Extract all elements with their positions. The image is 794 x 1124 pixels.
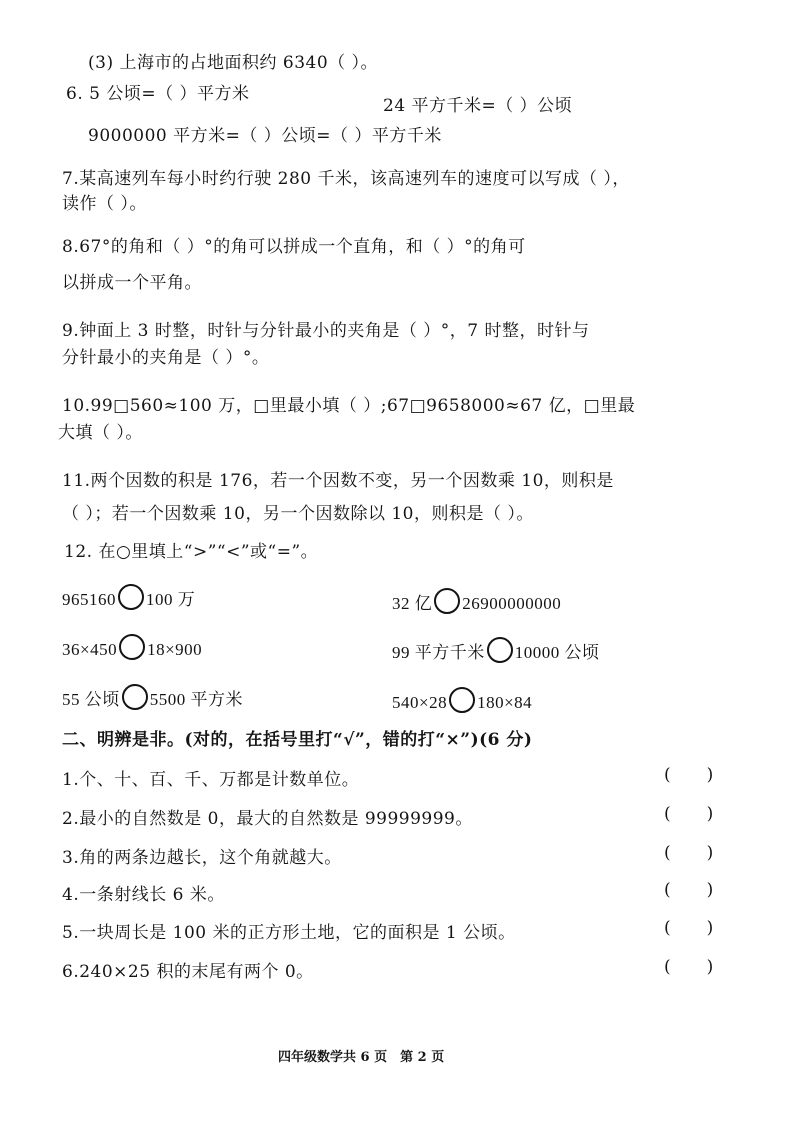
compare-left: 55 公顷 bbox=[62, 690, 120, 709]
compare-right: 10000 公顷 bbox=[514, 643, 600, 662]
compare-left: 32 亿 bbox=[392, 594, 433, 613]
judge-answer-paren[interactable]: () bbox=[664, 918, 750, 938]
judge-item: 3.角的两条边越长，这个角就越大。 bbox=[62, 848, 342, 868]
compare-item bbox=[392, 687, 532, 713]
question-10-line-2: 大填（ ）。 bbox=[58, 423, 143, 443]
answer-circle[interactable] bbox=[434, 588, 460, 614]
question-12-title: 12. 在○里填上“>”“<”或“=”。 bbox=[64, 542, 319, 562]
answer-circle[interactable] bbox=[487, 637, 513, 663]
section-2-title: 二、明辨是非。(对的，在括号里打“√”，错的打“×”)(6 分) bbox=[62, 730, 533, 750]
question-5-3: (3) 上海市的占地面积约 6340（ ）。 bbox=[88, 53, 379, 73]
judge-item: 6.240×25 积的末尾有两个 0。 bbox=[62, 962, 314, 982]
compare-left: 36×450 bbox=[62, 640, 118, 659]
compare-item bbox=[392, 637, 600, 663]
question-9-line-2: 分针最小的夹角是（ ）°。 bbox=[62, 348, 270, 368]
answer-circle[interactable] bbox=[119, 634, 145, 660]
judge-answer-paren[interactable]: () bbox=[664, 765, 750, 785]
answer-circle[interactable] bbox=[118, 584, 144, 610]
compare-left: 99 平方千米 bbox=[392, 643, 485, 662]
compare-item bbox=[62, 684, 243, 710]
judge-item: 4.一条射线长 6 米。 bbox=[62, 885, 225, 905]
compare-right: 5500 平方米 bbox=[149, 690, 243, 709]
compare-right: 26900000000 bbox=[462, 594, 562, 613]
judge-item: 2.最小的自然数是 0，最大的自然数是 99999999。 bbox=[62, 809, 473, 829]
compare-right: 180×84 bbox=[477, 693, 533, 712]
judge-answer-paren[interactable]: () bbox=[664, 880, 750, 900]
compare-left: 540×28 bbox=[392, 693, 448, 712]
judge-item: 1.个、十、百、千、万都是计数单位。 bbox=[62, 770, 360, 790]
question-8-line-1: 8.67°的角和（ ）°的角可以拼成一个直角，和（ ）°的角可 bbox=[62, 237, 526, 257]
judge-answer-paren[interactable]: () bbox=[664, 843, 750, 863]
answer-circle[interactable] bbox=[122, 684, 148, 710]
compare-right: 18×900 bbox=[147, 640, 203, 659]
compare-item bbox=[62, 584, 195, 610]
question-7-line-1: 7.某高速列车每小时约行驶 280 千米，该高速列车的速度可以写成（ ）， bbox=[62, 169, 630, 189]
compare-item bbox=[392, 588, 561, 614]
compare-item bbox=[62, 634, 202, 660]
judge-answer-paren[interactable]: () bbox=[664, 957, 750, 977]
question-10-line-1: 10.99□560≈100 万，□里最小填（ ）;67□9658000≈67 亿，□里最 bbox=[62, 396, 636, 416]
answer-circle[interactable] bbox=[449, 687, 475, 713]
question-6-part-c: 9000000 平方米=（ ）公顷=（ ）平方千米 bbox=[88, 126, 442, 146]
judge-item: 5.一块周长是 100 米的正方形土地，它的面积是 1 公顷。 bbox=[62, 923, 516, 943]
question-6-part-b: 24 平方千米=（ ）公顷 bbox=[383, 96, 573, 116]
judge-answer-paren[interactable]: () bbox=[664, 804, 750, 824]
question-11-line-1: 11.两个因数的积是 176，若一个因数不变，另一个因数乘 10，则积是 bbox=[62, 471, 614, 491]
question-7-line-2: 读作（ ）。 bbox=[62, 194, 147, 214]
compare-left: 965160 bbox=[62, 590, 116, 609]
page-footer: 四年级数学共 6 页 第 2 页 bbox=[278, 1050, 445, 1065]
compare-right: 100 万 bbox=[146, 590, 196, 609]
question-9-line-1: 9.钟面上 3 时整，时针与分针最小的夹角是（ ）°，7 时整，时针与 bbox=[62, 321, 590, 341]
question-11-line-2: （ ）；若一个因数乘 10，另一个因数除以 10，则积是（ ）。 bbox=[62, 504, 534, 524]
question-6-part-a: 6. 5 公顷=（ ）平方米 bbox=[66, 84, 250, 104]
question-8-line-2: 以拼成一个平角。 bbox=[62, 273, 202, 293]
